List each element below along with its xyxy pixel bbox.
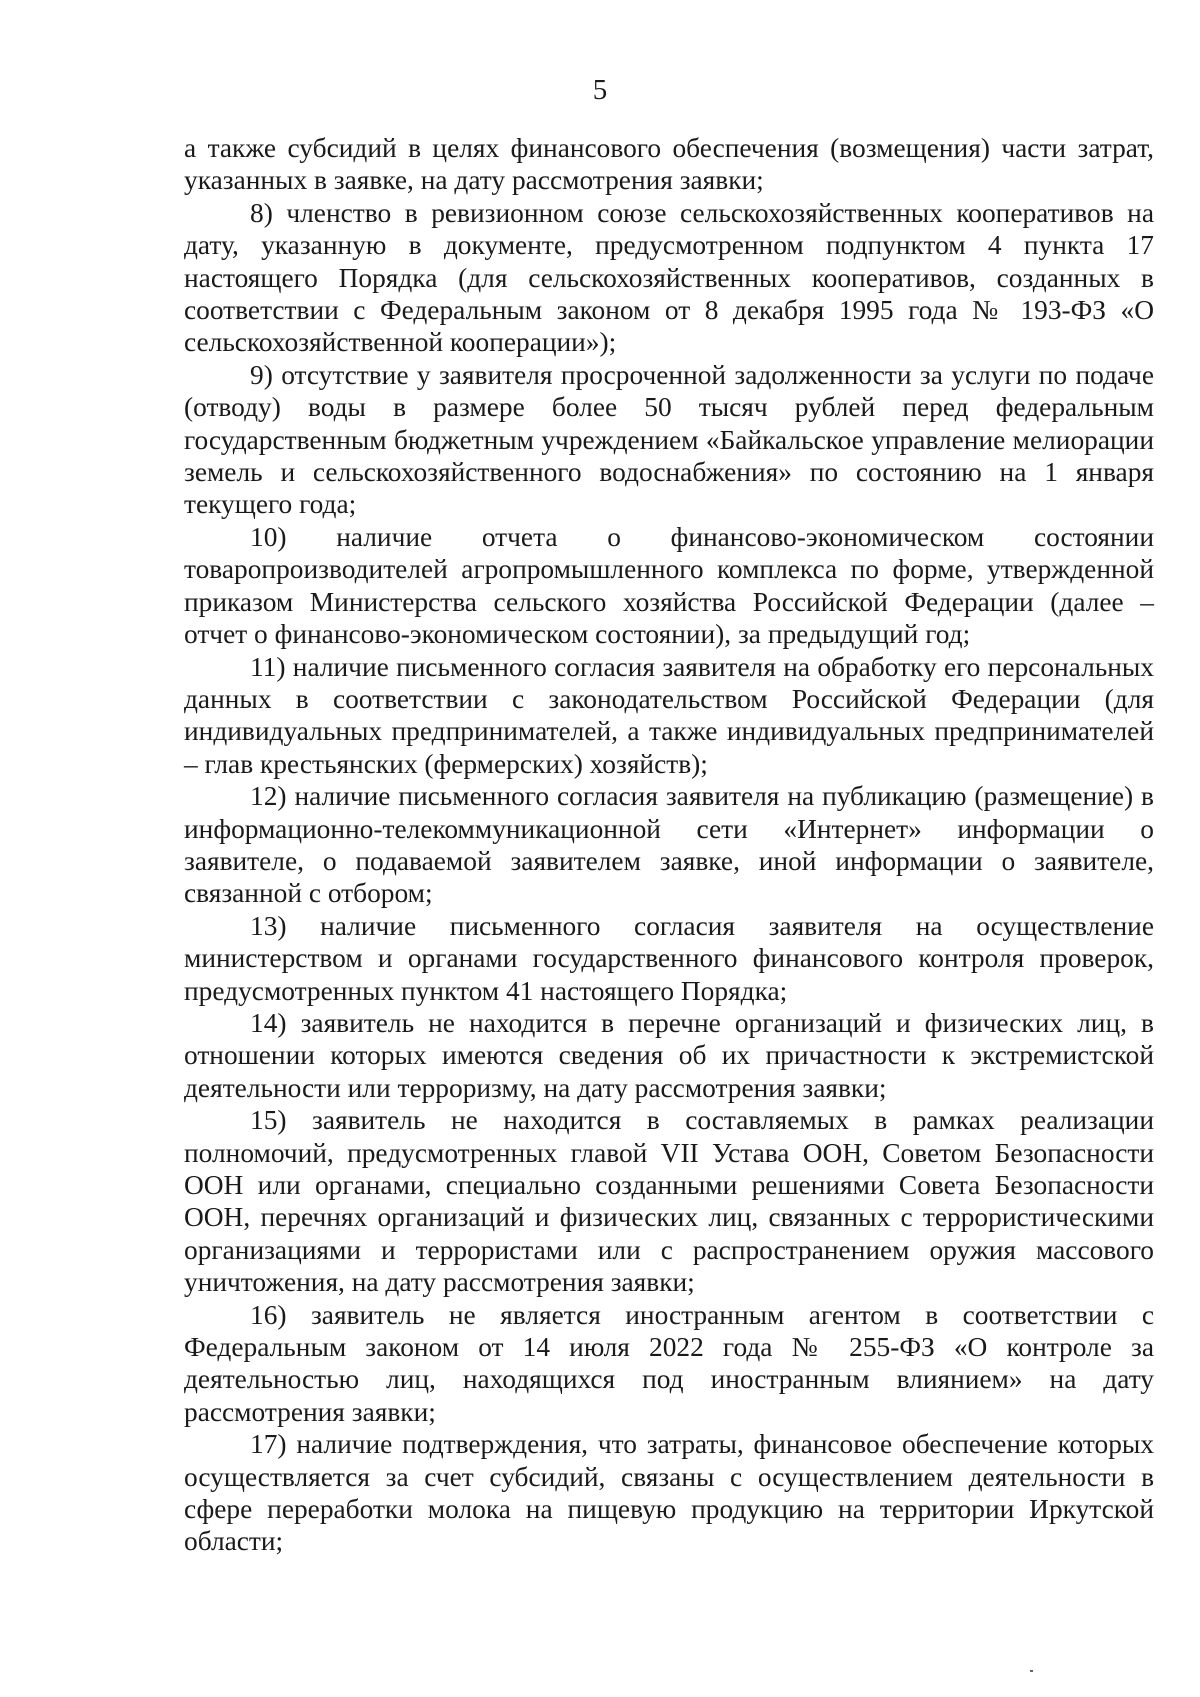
paragraph-item-12: 12) наличие письменного согласия заявителя на публикацию (размещение) в информационно-телекоммуникационной сети «Интернет» информации о заявителе, о подаваемой заявителем заявке, иной информации о заявителе, связанной с отбором; <box>184 781 1154 909</box>
paragraph-continuation: а также субсидий в целях финансового обеспечения (возмещения) части затрат, указанных в заявке, на дату рассмотрения заявки; <box>184 133 1154 196</box>
paragraph-item-14: 14) заявитель не находится в перечне организаций и физических лиц, в отношении которых имеются сведения об их причастности к экстремистской деятельности или терроризму, на дату рассмотрения заявки; <box>184 1007 1154 1103</box>
paragraph-item-8: 8) членство в ревизионном союзе сельскохозяйственных кооперативов на дату, указанную в документе, предусмотренном подпунктом 4 пункта 17 настоящего Порядка (для сельскохозяйственных кооперативов, созданных в соответствии с Федеральным законом от 8 декабря 1995 года № 193-ФЗ «О сельскохозяйственной кооперации»); <box>184 197 1154 358</box>
paragraph-item-13: 13) наличие письменного согласия заявителя на осуществление министерством и органами государственного финансового контроля проверок, предусмотренных пунктом 41 настоящего Порядка; <box>184 910 1154 1006</box>
paragraph-item-11: 11) наличие письменного согласия заявителя на обработку его персональных данных в соответствии с законодательством Российской Федерации (для индивидуальных предпринимателей, а также индивидуальных предпринимателей – глав крестьянских (фермерских) хозяйств); <box>184 651 1154 779</box>
paragraph-item-16: 16) заявитель не является иностранным агентом в соответствии с Федеральным законом от 14 июля 2022 года № 255-ФЗ «О контроле за деятельностью лиц, находящихся под иностранным влиянием» на дату рассмотрения заявки; <box>184 1299 1154 1427</box>
scan-artifact <box>1030 1670 1033 1672</box>
paragraph-item-9: 9) отсутствие у заявителя просроченной задолженности за услуги по подаче (отводу) воды в размере более 50 тысяч рублей перед федеральным государственным бюджетным учреждением «Байкальское управление мелиорации земель и сельскохозяйственного водоснабжения» по состоянию на 1 января текущего года; <box>184 359 1154 520</box>
paragraph-item-10: 10) наличие отчета о финансово-экономическом состоянии товаропроизводителей агропромышленного комплекса по форме, утвержденной приказом Министерства сельского хозяйства Российской Федерации (далее – отчет о финансово-экономическом состоянии), за предыдущий год; <box>184 521 1154 650</box>
page-number: 5 <box>592 74 608 106</box>
paragraph-item-15: 15) заявитель не находится в составляемых в рамках реализации полномочий, предусмотренных главой VII Устава ООН, Советом Безопасности ООН или органами, специально созданными решениями Совета Безопасности ООН, перечнях организаций и физических лиц, связанных с террористическими организациями и террористами или с распространением оружия массового уничтожения, на дату рассмотрения заявки; <box>184 1105 1154 1298</box>
document-body <box>184 132 1154 1558</box>
paragraph-item-17: 17) наличие подтверждения, что затраты, финансовое обеспечение которых осуществляется за счет субсидий, связаны с осуществлением деятельности в сфере переработки молока на пищевую продукцию на территории Иркутской области; <box>184 1429 1154 1557</box>
